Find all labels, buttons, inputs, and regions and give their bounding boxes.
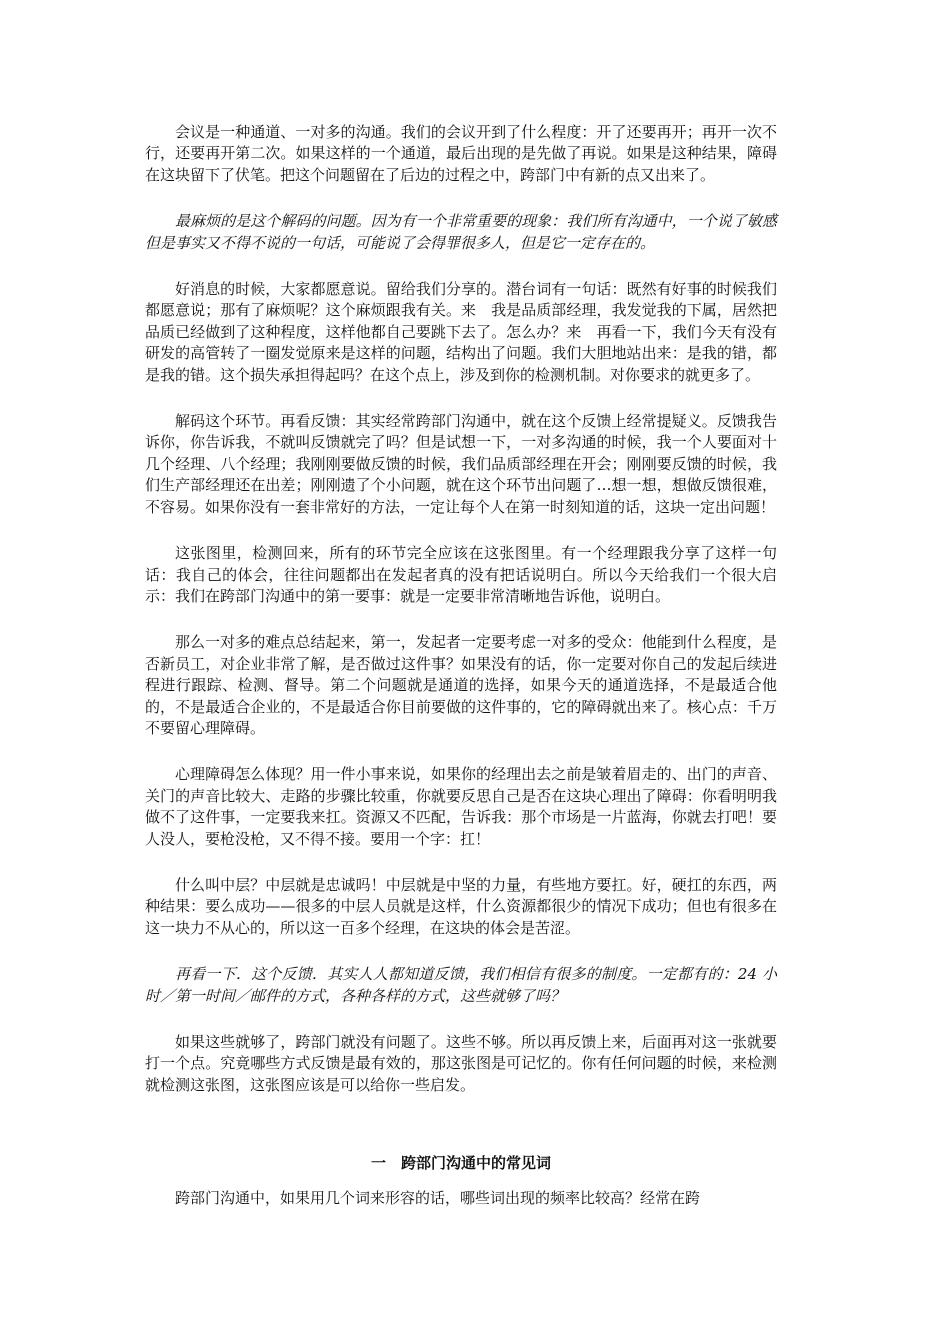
body-paragraph-9-italic: 再看一下．这个反馈．其实人人都知道反馈，我们相信有很多的制度。一定都有的：24 小时／第一时间／邮件的方式，各种各样的方式，这些就够了吗？ bbox=[145, 965, 777, 1005]
body-paragraph-1: 会议是一种通道、一对多的沟通。我们的会议开到了什么程度：开了还要再开；再开一次不行，还要再开第二次。如果这样的一个通道，最后出现的是先做了再说。如果是这种结果，障碍在这块留下了伏笔。把这个问题留在了后边的过程之中，跨部门中有新的点又出来了。 bbox=[145, 123, 777, 184]
body-paragraph-7: 心理障碍怎么体现？用一件小事来说，如果你的经理出去之前是皱着眉走的、出门的声音、关门的声音比较大、走路的步骤比较重，你就要反思自己是否在这块心理出了障碍：你看明明我做不了这件事，一定要我来扛。资源又不匹配，告诉我：那个市场是一片蓝海，你就去打吧！要人没人，要枪没枪，又不得不接。要用一个字：扛！ bbox=[145, 765, 777, 848]
body-paragraph-6: 那么一对多的难点总结起来，第一，发起者一定要考虑一对多的受众：他能到什么程度，是否新员工，对企业非常了解，是否做过这件事？如果没有的话，你一定要对你自己的发起后续进程进行跟踪、检测、督导。第二个问题就是通道的选择，如果今天的通道选择，不是最适合他的，不是最适合企业的，不是最适合你目前要做的这件事的，它的障碍就出来了。核心点：千万不要留心理障碍。 bbox=[145, 633, 777, 737]
body-paragraph-last: 跨部门沟通中，如果用几个词来形容的话，哪些词出现的频率比较高？经常在跨 bbox=[175, 1189, 701, 1208]
body-paragraph-2-italic: 最麻烦的是这个解码的问题。因为有一个非常重要的现象：我们所有沟通中，一个说了敏感但是事实又不得不说的一句话，可能说了会得罪很多人，但是它一定存在的。 bbox=[145, 212, 777, 252]
body-paragraph-4: 解码这个环节。再看反馈：其实经常跨部门沟通中，就在这个反馈上经常提疑义。反馈我告诉你，你告诉我，不就叫反馈就完了吗？但是试想一下，一对多沟通的时候，我一个人要面对十几个经理、八个经理；我刚刚要做反馈的时候，我们品质部经理在开会；刚刚要反馈的时候，我们生产部经理还在出差；刚刚遗了个小问题，就在这个环节出问题了…想一想，想做反馈很难，不容易。如果你没有一套非常好的方法，一定让每个人在第一时刻知道的话，这块一定出问题！ bbox=[145, 412, 777, 516]
body-paragraph-3: 好消息的时候，大家都愿意说。留给我们分享的。潜台词有一句话：既然有好事的时候我们都愿意说；那有了麻烦呢？这个麻烦跟我有关。来 我是品质部经理，我发觉我的下属，居然把品质已经做到了这种程度，这样他都自己要跳下去了。怎么办？来 再看一下，我们今天有没有研发的高管转了一圈发觉原来是这样的问题，结构出了问题。我们大胆地站出来：是我的错，都是我的错。这个损失承担得起吗？在这个点上，涉及到你的检测机制。对你要求的就更多了。 bbox=[145, 280, 777, 384]
body-paragraph-10: 如果这些就够了，跨部门就没有问题了。这些不够。所以再反馈上来，后面再对这一张就要打一个点。究竟哪些方式反馈是最有效的，那这张图是可记忆的。你有任何问题的时候，来检测就检测这张图，这张图应该是可以给你一些启发。 bbox=[145, 1033, 777, 1094]
section-heading: 一 跨部门沟通中的常见词 bbox=[370, 1154, 551, 1173]
body-paragraph-8: 什么叫中层？中层就是忠诚吗！中层就是中坚的力量，有些地方要扛。好，硬扛的东西，两种结果：要么成功——很多的中层人员就是这样，什么资源都很少的情况下成功；但也有很多在这一块力不从心的，所以这一百多个经理，在这块的体会是苦涩。 bbox=[145, 875, 777, 937]
document-page bbox=[145, 122, 777, 1235]
body-paragraph-5: 这张图里，检测回来，所有的环节完全应该在这张图里。有一个经理跟我分享了这样一句话：我自己的体会，往往问题都出在发起者真的没有把话说明白。所以今天给我们一个很大启示：我们在跨部门沟通中的第一要事：就是一定要非常清晰地告诉他，说明白。 bbox=[145, 544, 777, 605]
